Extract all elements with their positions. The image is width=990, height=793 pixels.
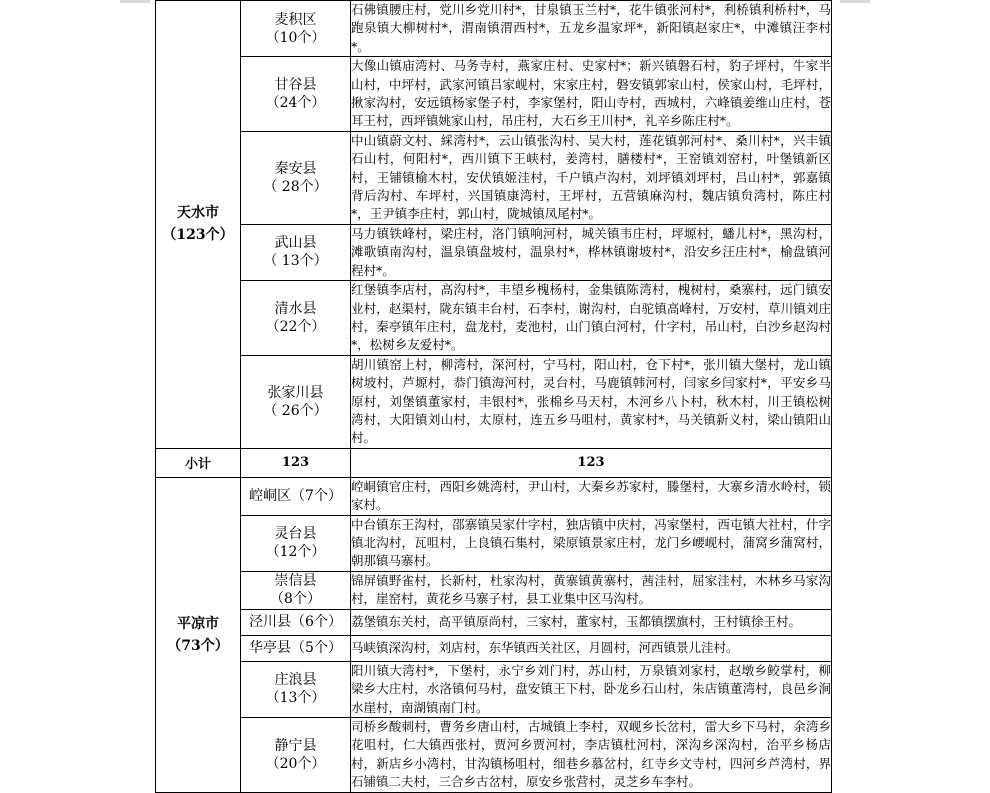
table-row [156,635,832,661]
county-name: 华亭县 [249,640,292,657]
county-cell [241,609,351,635]
county-count: （8个） [270,591,321,608]
village-list: 司桥乡酸刺村，曹务乡唐山村，古城镇上李村，双岘乡长岔村，雷大乡下马村，余湾乡花咀村，仁大镇西张村，贾河乡贾河村，李店镇杜河村，深沟乡深沟村，治平乡杨店村，新店乡小湾村，甘沟镇杨咀村，细巷乡慕岔村，红寺乡文寺村，四河乡芦湾村，界石铺镇二夫村，三合乡古岔村，原安乡张营村，灵芝乡车李村。 [351,718,832,793]
county-count: （12个） [265,544,326,561]
village-list-table [155,0,832,793]
city-count: （123个） [162,227,234,244]
county-count: （24个） [265,95,326,112]
city-cell-pingliang [156,477,241,792]
village-list: 大像山镇庙湾村、马务寺村，燕家庄村、史家村*；新兴镇磐石村，豹子坪村，牛家半山村，中坪村，武家河镇吕家岘村，宋家庄村，磐安镇郭家山村，侯家山村，毛坪村，揪家沟村，安远镇杨家堡子村，李家堡村，阳山寺村，西城村，六峰镇姜维山庄村，苍耳王村，西坪镇姚家山村，吊庄村，大石乡王川村*，礼辛乡陈庄村*。 [351,57,832,132]
county-cell [241,571,351,609]
county-count: （5个） [291,640,342,657]
subtotal-count: 123 [241,448,351,477]
village-list: 红堡镇李店村，高沟村*，丰望乡槐杨村，金集镇陈湾村，槐树村，桑寨村，远门镇安业村，赵渠村，陇东镇丰台村，石李村，谢沟村，白驼镇高峰村，万安村，草川镇刘庄村，秦亭镇年庄村，盘龙村，麦池村，山门镇白河村，什字村，吊山村，白沙乡赵沟村*，松树乡友爱村*。 [351,281,832,356]
village-list: 中山镇蔚文村、綵湾村*，云山镇张沟村、吴大村，莲花镇郭河村*、桑川村*，兴丰镇石山村，何阳村*，西川镇下王峡村，姜湾村，膳楼村*，王窑镇刘窑村，叶堡镇新区村，王铺镇榆木村，安伏镇姬洼村，千户镇卢沟村，刘坪镇刘坪村，吕山村*，郭嘉镇背后沟村、车坪村，兴国镇康湾村，王坪村，五营镇麻沟村，魏店镇贠湾村，陈庄村*，王尹镇李庄村，郭山村，陇城镇凤尾村*。 [351,131,832,224]
city-count: （73个） [167,637,229,654]
table-row [156,718,832,793]
city-name: 平凉市 [177,615,219,632]
county-cell [241,515,351,571]
county-cell [241,281,351,356]
table-row [156,609,832,635]
table-row [156,571,832,609]
village-list: 马力镇铁峰村，梁庄村，洛门镇响河村，城关镇韦庄村，坪塬村，蟠儿村*，黑沟村，滩歌镇南沟村，温泉镇盘坡村，温泉村*，桦林镇谢坡村*，沿安乡汪庄村*，榆盘镇河程村*。 [351,224,832,280]
county-name: 张家川县 [267,384,324,401]
city-name: 天水市 [177,205,219,222]
county-cell [241,718,351,793]
table-row [156,661,832,717]
subtotal-row [156,448,832,477]
county-cell [241,661,351,717]
county-count: （13个） [265,690,326,707]
county-count: （10个） [265,29,326,46]
county-name: 甘谷县 [274,77,317,94]
page-edge-mark-right [840,0,870,3]
table-row [156,477,832,515]
village-list: 石佛镇腰庄村，党川乡党川村*，甘泉镇玉兰村*，花牛镇张河村*，利桥镇利桥村*，马跑泉镇大柳树村*，渭南镇渭西村*，五龙乡温家坪*，新阳镇赵家庄*，中滩镇汪李村*。 [351,1,832,57]
county-cell [241,57,351,132]
county-name: 崇信县 [274,573,317,590]
village-list: 马峡镇深沟村，刘店村，东华镇西关社区，月圆村，河西镇景儿洼村。 [351,635,832,661]
village-list: 阳川镇大湾村*，下堡村，永宁乡刘门村，苏山村，万泉镇刘家村，赵墩乡鲛掌村，柳梁乡大庄村，水洛镇何马村，盘安镇王下村，卧龙乡石山村，朱店镇董湾村，良邑乡涧水崖村，南湖镇南门村。 [351,661,832,717]
county-count: （20个） [265,755,326,772]
county-count: （ 13个） [263,253,328,270]
village-list: 锦屏镇野雀村，长新村，杜家沟村，黄寨镇黄寨村，茜洼村，屈家洼村，木林乡马家沟村，崖窑村，黄花乡马寨子村，县工业集中区马沟村。 [351,571,832,609]
table-row [156,131,832,224]
county-name: 崆峒区 [249,488,292,505]
county-name: 泾川县 [249,614,292,631]
county-cell [241,131,351,224]
table-row [156,1,832,57]
county-name: 静宁县 [274,737,317,754]
table-row [156,224,832,280]
table-row [156,57,832,132]
village-list: 荔堡镇东关村，高平镇原尚村，三家村，董家村，玉都镇摆旗村，王村镇徐王村。 [351,609,832,635]
city-cell-tianshui [156,1,241,449]
county-name: 武山县 [274,235,317,252]
county-count: （6个） [291,614,342,631]
table-row [156,355,832,448]
village-list: 胡川镇窑上村，柳湾村，深河村，宁马村，阳山村，仓下村*，张川镇大堡村，龙山镇树坡村，芦塬村，恭门镇海河村，灵台村，马鹿镇韩河村，闫家乡闫家村*，平安乡马原村，刘堡镇董家村，丰银村*，张棉乡马天村，木河乡八卜村，秋木村，川王镇松树湾村，大阳镇刘山村，太原村，连五乡马咀村，黄家村*，马关镇新义村，梁山镇阳山村。 [351,355,832,448]
county-cell [241,1,351,57]
subtotal-label: 小计 [156,448,241,477]
county-name: 秦安县 [274,160,317,177]
county-cell [241,224,351,280]
county-count: （ 28个） [263,178,328,195]
table-row [156,281,832,356]
table-row [156,515,832,571]
county-name: 清水县 [274,300,317,317]
county-cell [241,477,351,515]
subtotal-total: 123 [351,448,832,477]
county-cell [241,635,351,661]
county-name: 麦积区 [274,11,317,28]
county-count: （7个） [291,488,342,505]
page-edge-mark-left [120,0,150,3]
county-count: （ 26个） [263,402,328,419]
village-list: 中台镇东王沟村，邵寨镇吴家什字村，独店镇中庆村，冯家堡村，西屯镇大社村，什字镇北沟村，瓦咀村，上良镇石集村，梁原镇景家庄村，龙门乡崾岘村，蒲窝乡蒲窝村，朝那镇马寨村。 [351,515,832,571]
county-name: 庄浪县 [274,672,317,689]
county-count: （22个） [265,318,326,335]
county-cell [241,355,351,448]
village-list: 崆峒镇官庄村，西阳乡姚湾村，尹山村，大秦乡苏家村，滕堡村，大寨乡清水岭村，锁家村。 [351,477,832,515]
county-name: 灵台县 [274,526,317,543]
